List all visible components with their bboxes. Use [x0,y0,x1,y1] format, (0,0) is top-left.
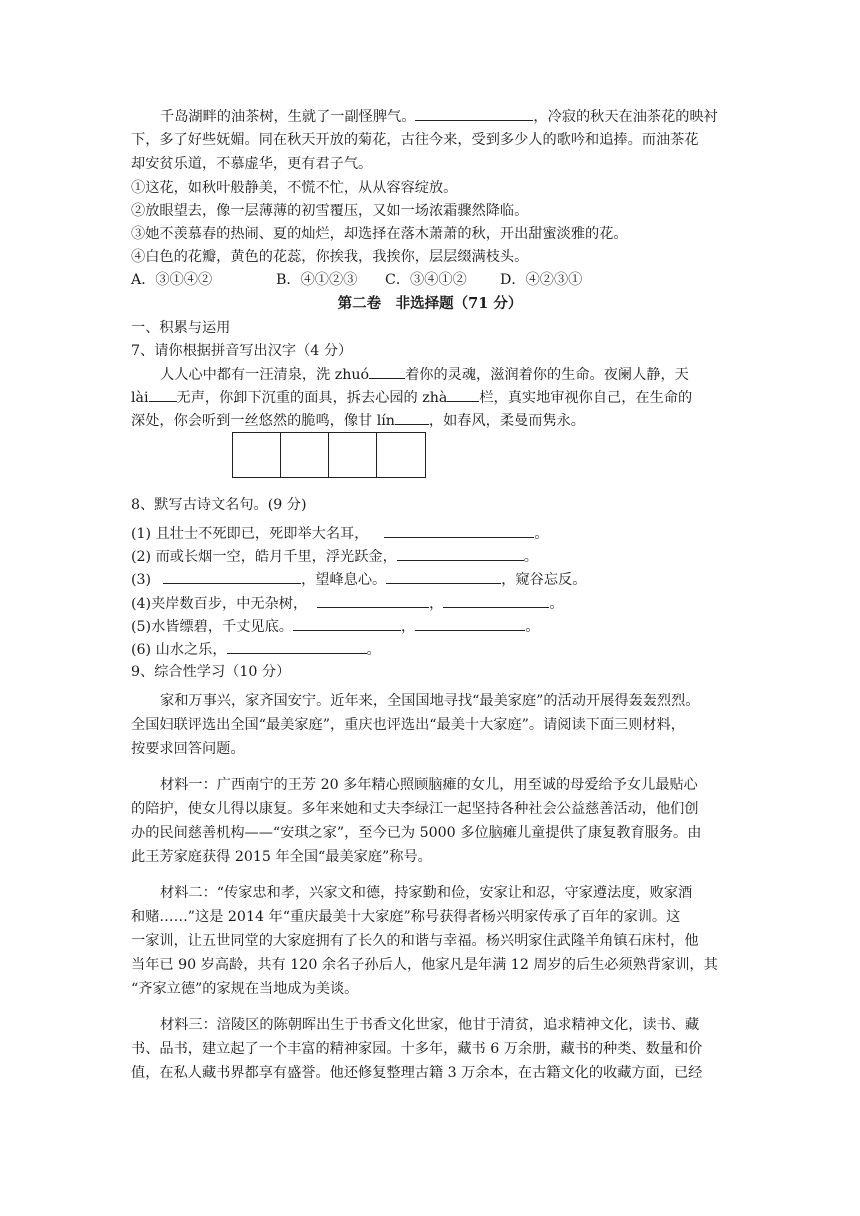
answer-blank[interactable] [415,616,525,631]
q8-item-1 [131,523,549,544]
q9-intro-line: 家和万事兴，家齐国安宁。近年来，全国国地寻找“最美家庭”的活动开展得轰轰烈烈。 [160,693,700,709]
answer-blank[interactable] [317,593,429,608]
q8-heading: 8、默写古诗文名句。(9 分) [131,497,307,513]
material-1-line: 办的民间慈善机构——“安琪之家”，至今已为 5000 多位脑瘫儿童提供了康复教育服务。由 [131,825,702,841]
material-3-line: 书、品书，建立起了一个丰富的精神家园。十多年，藏书 6 万余册，藏书的种类、数量和价 [131,1041,703,1057]
option-b[interactable]: B．④①②③ [276,272,358,288]
answer-grid [232,432,425,478]
answer-blank[interactable] [227,639,367,654]
answer-blank[interactable] [447,387,479,402]
answer-blank[interactable] [443,593,549,608]
answer-blank[interactable] [384,523,534,538]
q8-text: (2) 而或长烟一空，皓月千里，浮光跃金， [131,549,397,565]
answer-blank[interactable] [163,569,301,584]
q8-item-4 [131,593,564,614]
q7-text: 深处，你会听到一丝悠然的脆鸣，像甘 lín [131,413,395,429]
material-2-line: 当年已 90 岁高龄，共有 120 余名子孙后人，他家凡是年满 12 周岁的后生必须熟背家训，其 [131,957,718,973]
q7-text: 无声，你卸下沉重的面具，拆去心园的 zhà [176,390,448,406]
option-d[interactable]: D．④②③① [500,272,583,288]
answer-cell[interactable] [328,432,377,478]
q6-passage-line-1 [160,106,718,127]
material-2-line: 和赌……”这是 2014 年“重庆最美十大家庭”称号获得者杨兴明家传承了百年的家训。这 [131,909,681,925]
q8-text: (1) 且壮士不死即已，死即举大名耳， [131,526,369,542]
q6-sentence-3: ③她不羡慕春的热闹、夏的灿烂，却选择在落木萧萧的秋，开出甜蜜淡雅的花。 [131,226,628,242]
q7-text: 栏，真实地审视你自己，在生命的 [479,390,693,406]
q8-item-5 [131,616,539,637]
q8-text: ，窥谷忘反。 [501,572,587,588]
answer-blank[interactable] [397,546,524,561]
q6-sentence-1: ①这花，如秋叶般静美，不慌不忙，从从容容绽放。 [131,180,458,196]
punctuation: 。 [366,642,381,658]
punctuation: ， [429,596,444,612]
q7-line-2 [131,387,692,408]
q6-sentence-2: ②放眼望去，像一层薄薄的初雪覆压，又如一场浓霜骤然降临。 [131,203,529,219]
q7-line-1 [160,364,689,385]
material-1-line: 此王芳家庭获得 2015 年全国“最美家庭”称号。 [131,849,432,865]
part-heading: 一、积累与运用 [131,320,231,336]
material-1-line: 材料一：广西南宁的王芳 20 多年精心照顾脑瘫的女儿，用至诚的母爱给予女儿最贴心 [160,777,698,793]
answer-blank[interactable] [415,106,533,121]
answer-cell[interactable] [232,432,281,478]
answer-blank[interactable] [369,364,405,379]
answer-blank[interactable] [395,410,429,425]
punctuation: ， [400,619,416,635]
material-3-line: 值，在私人藏书界都享有盛誉。他还修复整理古籍 3 万余本，在古籍文化的收藏方面，已经 [131,1065,703,1081]
option-c[interactable]: C．③④①② [385,272,467,288]
q7-text: 人人心中都有一汪清泉，洗 zhuó [160,367,370,383]
answer-cell[interactable] [280,432,329,478]
q8-text: (6) 山水之乐， [131,642,227,658]
q8-text: (4)夹岸数百步，中无杂树， [131,596,308,612]
q7-text: lài [131,390,149,406]
punctuation: 。 [534,526,549,542]
punctuation: 。 [549,596,564,612]
q6-text: ，冷寂的秋天在油茶花的映衬 [533,109,718,125]
material-2-line: 材料二：“传家忠和孝，兴家文和德，持家勤和俭，安家让和忍，守家遵法度，败家酒 [160,885,693,901]
section-title: 第二卷 非选择题（71 分） [337,295,523,312]
q9-intro-line: 按要求回答问题。 [131,741,245,757]
punctuation: 。 [523,549,538,565]
material-2-line: 一家训，让五世同堂的大家庭拥有了长久的和谐与幸福。杨兴明家住武隆羊角镇石床村，他 [131,933,699,949]
q8-text: (5)水皆缥碧，千丈见底。 [131,619,293,635]
material-2-line: “齐家立德”的家规在当地成为美谈。 [131,981,359,997]
material-3-line: 材料三：涪陵区的陈朝晖出生于书香文化世家，他甘于清贫，追求精神文化，读书、藏 [160,1017,700,1033]
material-1-line: 的陪护，使女儿得以康复。多年来她和丈夫李绿江一起坚持各种社会公益慈善活动，他们创 [131,801,699,817]
option-a[interactable]: A．③①④② [131,272,213,288]
q6-passage-line-2: 下，多了好些妩媚。同在秋天开放的菊花，古往今来，受到多少人的歌吟和追捧。而油茶花 [131,132,699,148]
q9-intro-line: 全国妇联评选出全国“最美家庭”，重庆也评选出“最美十大家庭”。请阅读下面三则材料， [131,717,685,733]
q7-text: 着你的灵魂，滋润着你的生命。夜阑人静，天 [405,367,689,383]
q8-item-2 [131,546,538,567]
q6-passage-line-3: 却安贫乐道，不慕虚华，更有君子气。 [131,156,373,172]
q6-text: 千岛湖畔的油茶树，生就了一副怪脾气。 [160,109,416,125]
punctuation: 。 [525,619,540,635]
q9-heading: 9、综合性学习（10 分） [131,664,291,680]
q7-text: ，如春风，柔曼而隽永。 [428,413,585,429]
q6-sentence-4: ④白色的花瓣，黄色的花蕊，你挨我，我挨你，层层缀满枝头。 [131,249,529,265]
q8-text: (3) [131,572,152,588]
answer-blank[interactable] [293,616,401,631]
q8-text: ，望峰息心。 [301,572,387,588]
q7-line-3 [131,410,585,431]
q8-item-6 [131,639,381,660]
answer-blank[interactable] [149,387,177,402]
answer-blank[interactable] [386,569,501,584]
q8-item-3 [131,569,586,590]
answer-cell[interactable] [376,432,426,478]
q7-heading: 7、请你根据拼音写出汉字（4 分） [131,343,353,359]
